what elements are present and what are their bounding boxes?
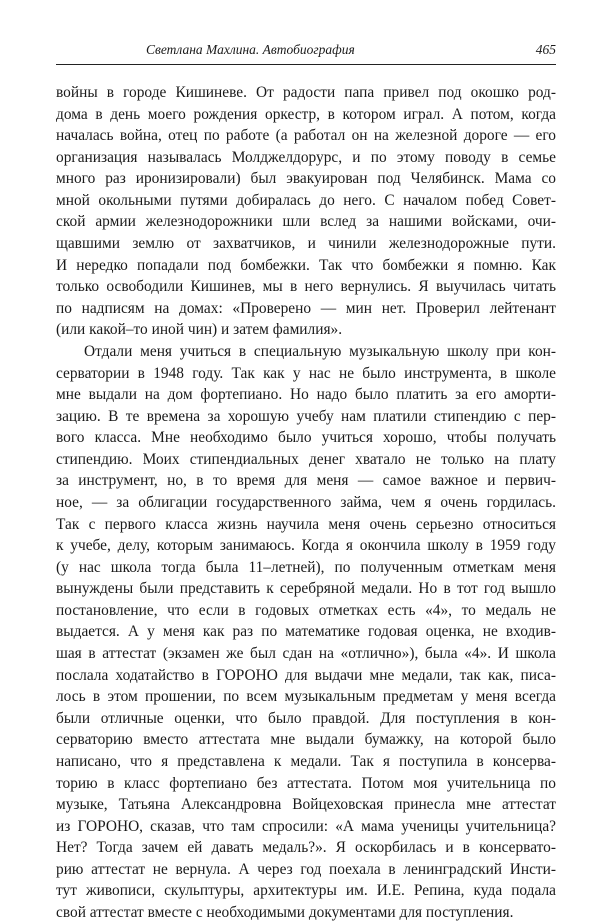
text-line: по надписям на домах: «Проверено — мин нет. Проверил лейтенант	[56, 299, 556, 317]
text-line: зацию. В те времена за хорошую учебу нам платили стипендию с пер-	[56, 407, 556, 425]
text-line: ное, — за облигации государственного займа, чем я очень гордилась.	[56, 493, 556, 511]
text-line: вынуждены были представить к серебряной медали. Но в тот год вышло	[56, 580, 556, 598]
text-line: рию аттестат не вернула. А через год поехала в ленинградский Инсти-	[56, 860, 556, 878]
text-line: вого класса. Мне необходимо было учиться хорошо, чтобы получать	[56, 429, 556, 447]
text-line: много раз иронизировали) был эвакуирован под Челябинск. Мама со	[56, 170, 556, 188]
text-line: щавшими землю от захватчиков, и чинили железнодорожные пути.	[56, 235, 556, 253]
text-line: из ГОРОНО, сказав, что там спросили: «А мама ученицы учительница?	[56, 817, 556, 835]
paragraph	[56, 341, 556, 924]
text-line: выдается. А у меня как раз по математике годовая оценка, не входив-	[56, 623, 556, 641]
text-line: постановление, что если в годовых отметках есть «4», то медаль не	[56, 601, 556, 619]
text-line: мной окольными путями добиралась до него. С началом побед Совет-	[56, 191, 556, 209]
text-line: послала ходатайство в ГОРОНО для выдачи мне медали, так как, писа-	[56, 666, 556, 684]
text-line: стипендию. Моих стипендиальных денег хватало не только на плату	[56, 450, 556, 468]
text-line: (у нас школа тогда была 11–летней), по полученным отметкам меня	[56, 558, 556, 576]
text-line: написано, что я представлена к медали. Так я поступила в консерва-	[56, 752, 556, 770]
text-line: ской армии железнодорожники шли вслед за нашими войсками, очи-	[56, 213, 556, 231]
text-line: свой аттестат вместе с необходимыми документами для поступления.	[56, 903, 514, 921]
text-line: шая в аттестат (экзамен же был сдан на «отлично»), была «4». И школа	[56, 645, 556, 663]
text-line: лось в этом прошении, по всем музыкальным предметам у меня всегда	[56, 688, 556, 706]
text-line: серваторию вместо аттестата мне выдали бумажку, на которой было	[56, 731, 556, 749]
text-line: к учебе, делу, которым занимаюсь. Когда я окончила школу в 1959 году	[56, 537, 556, 555]
text-line: торию в класс фортепиано без аттестата. Потом моя учительница по	[56, 774, 556, 792]
running-title: Светлана Махлина. Автобиография	[146, 42, 355, 57]
text-line: И нередко попадали под бомбежки. Так что бомбежки я помню. Как	[56, 256, 556, 274]
text-line: организация называлась Молджелдорурс, и по этому поводу в семье	[56, 148, 556, 166]
text-line: Нет? Тогда зачем ей давать медаль?». Я оскорбилась и в консервато-	[56, 839, 556, 857]
text-line: Отдали меня учиться в специальную музыкальную школу при кон-	[84, 342, 556, 360]
text-line: Так с первого класса жизнь научила меня очень серьезно относиться	[56, 515, 556, 533]
text-line: дома в день моего рождения оркестр, в котором играл. А потом, когда	[56, 105, 556, 123]
text-line: за инструмент, но, в то время для меня — самое важное и первич-	[56, 472, 556, 490]
running-header	[56, 42, 556, 65]
text-line: войны в городе Кишиневе. От радости папа привел под окошко род-	[56, 84, 556, 101]
page-number: 465	[535, 42, 556, 57]
text-line: (или какой–то иной чин) и затем фамилия».	[56, 321, 343, 339]
body-text	[56, 82, 556, 924]
text-line: серватории в 1948 году. Так как у нас не было инструмента, в школе	[56, 364, 556, 382]
text-line: мне выдали на дом фортепиано. Но надо было платить за его аморти-	[56, 386, 556, 404]
text-line: были отличные оценки, что было правдой. Для поступления в кон-	[56, 709, 556, 727]
text-line: началась война, отец по работе (а работал он на железной дороге — его	[56, 127, 556, 145]
text-line: музыке, Татьяна Александровна Войцеховская принесла мне аттестат	[56, 796, 556, 814]
text-line: только освободили Кишинев, мы в него вернулись. Я выучилась читать	[56, 278, 556, 296]
text-line: тут живописи, скульптуры, архитектуры им. И.Е. Репина, куда подала	[56, 882, 556, 900]
paragraph	[56, 82, 556, 341]
